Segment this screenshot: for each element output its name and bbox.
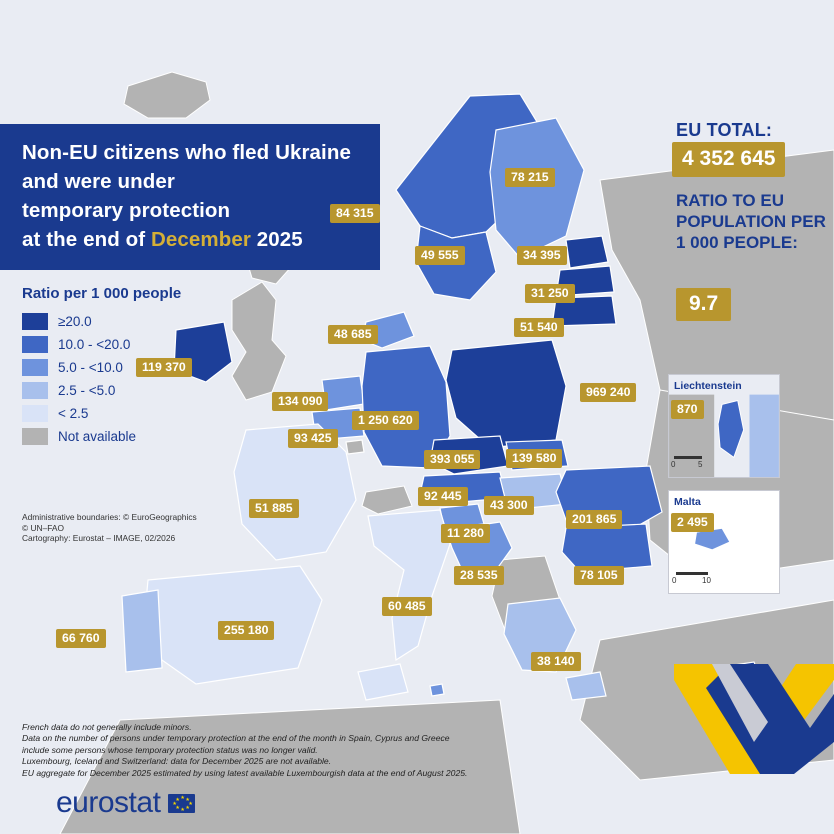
value-label-italy: 60 485 bbox=[382, 597, 432, 616]
legend-item bbox=[22, 428, 242, 445]
legend bbox=[22, 284, 242, 451]
value-label-lithuania: 51 540 bbox=[514, 318, 564, 337]
value-label-slovakia: 139 580 bbox=[506, 449, 562, 468]
legend-label: 5.0 - <10.0 bbox=[58, 360, 123, 375]
value-label-sweden: 84 315 bbox=[330, 204, 380, 223]
value-label-finland: 49 555 bbox=[415, 246, 465, 265]
eurostat-logo-text: eurostat bbox=[56, 786, 161, 819]
legend-swatch bbox=[22, 428, 48, 445]
value-label-spain: 255 180 bbox=[218, 621, 274, 640]
title-month: December bbox=[150, 228, 251, 251]
legend-label: 10.0 - <20.0 bbox=[58, 337, 131, 352]
value-label-netherlands: 134 090 bbox=[272, 392, 328, 411]
title-line-2: and were under bbox=[22, 170, 175, 193]
value-label-romania: 201 865 bbox=[566, 510, 622, 529]
credits-line-3: Cartography: Eurostat – IMAGE, 02/2026 bbox=[22, 533, 176, 543]
value-label-hungary: 43 300 bbox=[484, 496, 534, 515]
footnote-line-4: Luxembourg, Iceland and Switzerland: data for December 2025 are not available. bbox=[22, 756, 332, 767]
legend-item bbox=[22, 382, 242, 399]
title-year: 2025 bbox=[250, 228, 303, 251]
value-label-germany: 1 250 620 bbox=[352, 411, 419, 430]
value-label-slovenia: 11 280 bbox=[441, 524, 490, 543]
eu-flag-icon: ★ ★ ★ ★ ★ ★ ★ ★ bbox=[168, 794, 195, 813]
footnote-line-5: EU aggregate for December 2025 estimated by using latest available Luxembourgish data at the end of August 2025. bbox=[22, 767, 468, 778]
value-label-latvia: 31 250 bbox=[525, 284, 575, 303]
legend-swatch bbox=[22, 382, 48, 399]
credits-line-2: © UN–FAO bbox=[22, 522, 65, 533]
legend-label: < 2.5 bbox=[58, 406, 89, 421]
credits-line-1: Administrative boundaries: © EuroGeographics bbox=[22, 512, 197, 522]
value-label-france: 51 885 bbox=[249, 499, 299, 518]
legend-title: Ratio per 1 000 people bbox=[22, 285, 182, 302]
inset-malta-title: Malta bbox=[674, 496, 701, 508]
legend-label: 2.5 - <5.0 bbox=[58, 383, 116, 398]
legend-item bbox=[22, 336, 242, 353]
legend-item bbox=[22, 313, 242, 330]
title-line-3: temporary protection bbox=[22, 199, 231, 222]
legend-swatch bbox=[22, 313, 48, 330]
legend-item bbox=[22, 359, 242, 376]
value-label-czechia: 393 055 bbox=[424, 450, 480, 469]
footnote-line-1: French data do not generally include minors. bbox=[22, 722, 192, 732]
legend-label: Not available bbox=[58, 429, 137, 444]
eu-total-value: 4 352 645 bbox=[672, 142, 785, 177]
eu-total-label: EU TOTAL: bbox=[676, 120, 773, 140]
legend-swatch bbox=[22, 336, 48, 353]
inset-liechtenstein-scale-min: 0 bbox=[671, 460, 676, 469]
ratio-label: RATIO TO EU POPULATION PER 1 000 PEOPLE: bbox=[676, 191, 826, 252]
inset-liechtenstein-scale-max: 5 bbox=[698, 460, 703, 469]
inset-liechtenstein-scalebar bbox=[674, 456, 702, 459]
title-line-4 bbox=[22, 225, 362, 254]
legend-label: ≥20.0 bbox=[58, 314, 92, 329]
inset-malta-scale-max: 10 bbox=[702, 576, 711, 585]
footnote-line-3: include some persons whose temporary protection status was no longer valid. bbox=[22, 744, 318, 755]
value-label-poland: 969 240 bbox=[580, 383, 636, 402]
value-label-portugal: 66 760 bbox=[56, 629, 106, 648]
value-label-ireland: 119 370 bbox=[136, 358, 192, 377]
value-label-croatia: 28 535 bbox=[454, 566, 504, 585]
inset-malta-scale-min: 0 bbox=[672, 576, 677, 585]
legend-swatch bbox=[22, 405, 48, 422]
title-line-4-prefix: at the end of bbox=[22, 228, 151, 251]
value-label-belgium: 93 425 bbox=[288, 429, 338, 448]
inset-malta-scalebar bbox=[676, 572, 708, 575]
eurostat-logo bbox=[56, 786, 195, 820]
value-label-bulgaria: 78 105 bbox=[574, 566, 624, 585]
eurostat-ribbon bbox=[634, 664, 834, 774]
value-label-greece: 38 140 bbox=[531, 652, 581, 671]
legend-swatch bbox=[22, 359, 48, 376]
value-label-norway: 78 215 bbox=[505, 168, 555, 187]
map-title bbox=[0, 124, 380, 270]
footnotes bbox=[22, 722, 492, 779]
value-label-austria: 92 445 bbox=[418, 487, 468, 506]
value-label-denmark: 48 685 bbox=[328, 325, 378, 344]
ratio-value: 9.7 bbox=[676, 288, 731, 321]
inset-liechtenstein-title: Liechtenstein bbox=[674, 380, 742, 392]
footnote-line-2: Data on the number of persons under temporary protection at the end of the month in Spain, Cyprus and Greece bbox=[22, 733, 450, 744]
inset-liechtenstein-value: 870 bbox=[671, 400, 704, 419]
value-label-estonia: 34 395 bbox=[517, 246, 567, 265]
inset-malta-value: 2 495 bbox=[671, 513, 714, 532]
legend-item bbox=[22, 405, 242, 422]
title-line-1: Non-EU citizens who fled Ukraine bbox=[22, 141, 351, 164]
